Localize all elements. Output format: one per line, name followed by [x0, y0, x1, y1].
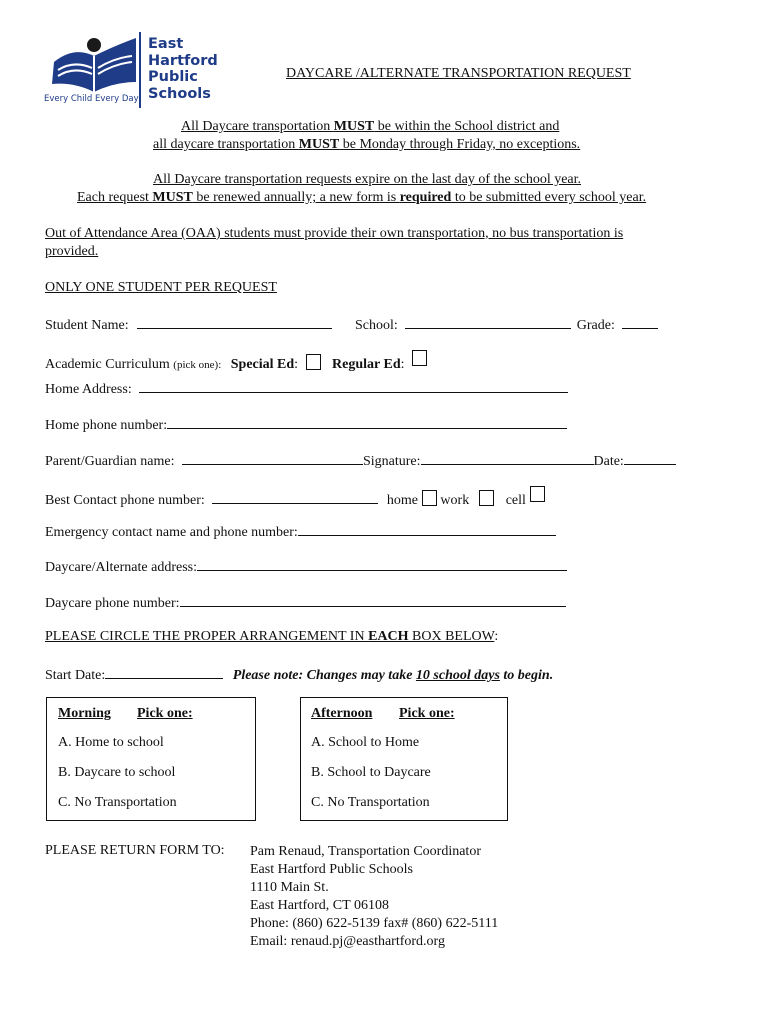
home-phone-row [45, 415, 567, 434]
morning-option-c[interactable]: C. No Transportation [58, 795, 177, 810]
school-label: School: [355, 318, 398, 333]
curriculum-row: Academic Curriculum (pick one): Special Ed: Regular Ed: [45, 350, 427, 373]
best-contact-row [45, 486, 545, 509]
parent-name-field[interactable] [182, 451, 363, 465]
home-phone-label: Home phone number: [45, 418, 168, 433]
city-state-zip: East Hartford, CT 06108 [250, 898, 389, 913]
signature-label: Signature: [362, 454, 421, 469]
return-address [250, 843, 498, 951]
afternoon-pick-one: Pick one: [399, 706, 455, 721]
afternoon-header: Afternoon [311, 706, 373, 721]
home-checkbox[interactable] [422, 490, 437, 506]
morning-box [46, 697, 256, 821]
one-student-notice: ONLY ONE STUDENT PER REQUEST [45, 280, 277, 295]
grade-label: Grade: [576, 318, 615, 333]
email-address: Email: renaud.pj@easthartford.org [250, 934, 445, 949]
student-name-field[interactable] [137, 315, 332, 329]
work-label: work [440, 493, 470, 508]
daycare-address-field[interactable] [197, 557, 567, 571]
date-label: Date: [593, 454, 624, 469]
morning-option-b[interactable]: B. Daycare to school [58, 765, 176, 780]
afternoon-option-c[interactable]: C. No Transportation [311, 795, 430, 810]
street-address: 1110 Main St. [250, 880, 329, 895]
renewal-notice: Each request MUST be renewed annually; a new form is required to be submitted every school year. [77, 190, 647, 205]
circle-instruction: PLEASE CIRCLE THE PROPER ARRANGEMENT IN EACH BOX BELOW: [45, 629, 499, 644]
oaa-notice-1: Out of Attendance Area (OAA) students must provide their own transportation, no bus transportation is [45, 226, 624, 241]
start-date-field[interactable] [105, 665, 223, 679]
special-ed-label: Special Ed [230, 357, 295, 372]
student-name-label: Student Name: [45, 318, 129, 333]
emergency-field[interactable] [298, 522, 556, 536]
expiry-notice: All Daycare transportation requests expire on the last day of the school year. [153, 172, 582, 187]
best-contact-label: Best Contact phone number: [45, 493, 205, 508]
organization-name: East Hartford Public Schools [250, 862, 413, 877]
home-phone-field[interactable] [167, 415, 567, 429]
school-logo [44, 32, 229, 110]
home-address-field[interactable] [139, 379, 568, 393]
best-contact-field[interactable] [212, 490, 378, 504]
date-field[interactable] [624, 451, 676, 465]
open-book-icon [44, 32, 144, 100]
daycare-address-label: Daycare/Alternate address: [45, 560, 197, 575]
signature-field[interactable] [421, 451, 594, 465]
afternoon-option-a[interactable]: A. School to Home [311, 735, 420, 750]
morning-option-a[interactable]: A. Home to school [58, 735, 164, 750]
phone-fax: Phone: (860) 622-5139 fax# (860) 622-5111 [250, 916, 499, 931]
home-label: home [386, 493, 418, 508]
emergency-row [45, 522, 556, 541]
daycare-address-row [45, 557, 567, 576]
morning-header: Morning [58, 706, 111, 721]
home-address-row [45, 379, 568, 398]
grade-field[interactable] [622, 315, 658, 329]
daycare-phone-label: Daycare phone number: [45, 596, 180, 611]
student-name-row [45, 315, 332, 334]
changes-note: Please note: Changes may take 10 school days to begin. [232, 668, 554, 683]
coordinator-name: Pam Renaud, Transportation Coordinator [250, 844, 481, 859]
notice-line-1: All Daycare transportation MUST be within the School district and [181, 119, 560, 134]
return-label: PLEASE RETURN FORM TO: [45, 843, 225, 858]
school-row [355, 315, 658, 334]
afternoon-box [300, 697, 508, 821]
start-date-row [45, 665, 553, 684]
oaa-notice-2: provided. [45, 244, 99, 259]
logo-tagline: Every Child Every Day [44, 94, 139, 104]
curriculum-label: Academic Curriculum [45, 357, 170, 372]
regular-ed-label: Regular Ed [332, 357, 401, 372]
start-date-label: Start Date: [45, 668, 106, 683]
cell-checkbox[interactable] [530, 486, 545, 502]
daycare-phone-row [45, 593, 566, 612]
morning-pick-one: Pick one: [137, 706, 193, 721]
emergency-label: Emergency contact name and phone number: [45, 525, 298, 540]
parent-row [45, 451, 676, 470]
logo-wordmark: East Hartford Public Schools [148, 36, 218, 102]
special-ed-checkbox[interactable] [306, 354, 321, 370]
cell-label: cell [505, 493, 526, 508]
parent-name-label: Parent/Guardian name: [45, 454, 175, 469]
regular-ed-checkbox[interactable] [412, 350, 427, 366]
afternoon-option-b[interactable]: B. School to Daycare [311, 765, 431, 780]
school-field[interactable] [405, 315, 571, 329]
daycare-phone-field[interactable] [180, 593, 566, 607]
work-checkbox[interactable] [479, 490, 494, 506]
notice-line-2: all daycare transportation MUST be Monday through Friday, no exceptions. [153, 137, 581, 152]
home-address-label: Home Address: [45, 382, 132, 397]
form-title: DAYCARE /ALTERNATE TRANSPORTATION REQUEST [286, 66, 631, 81]
